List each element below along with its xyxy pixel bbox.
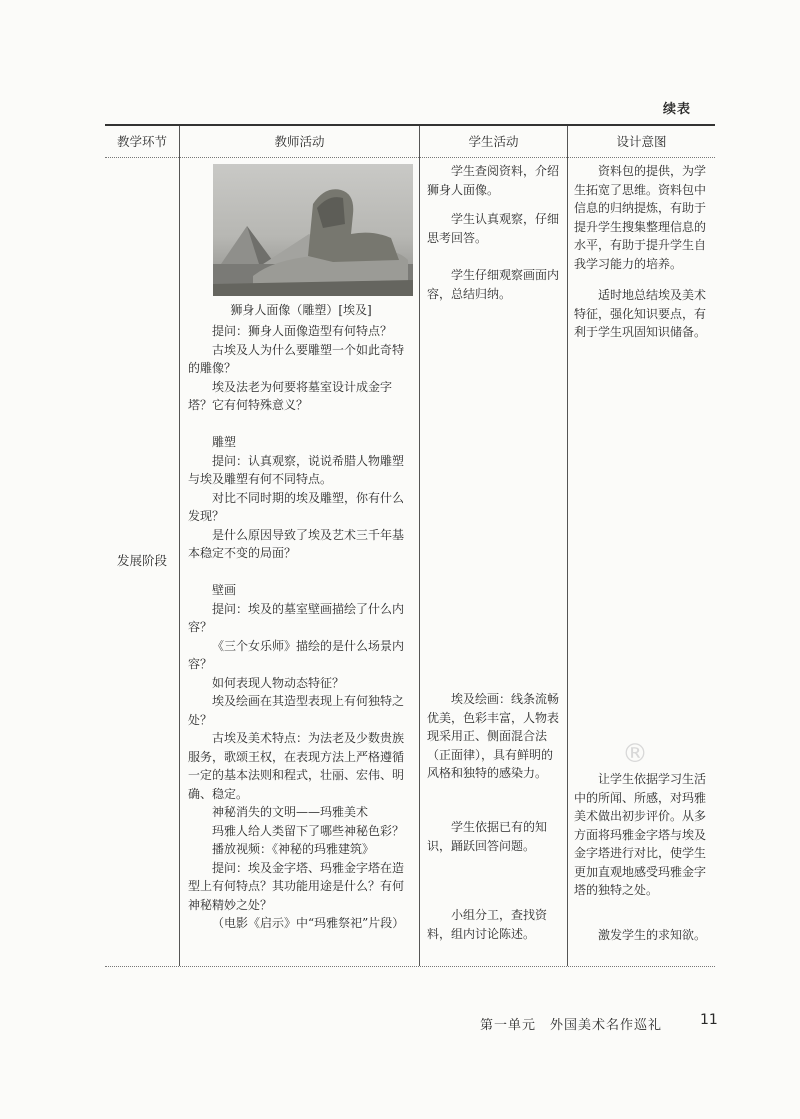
- design-paragraph: 资料包的提供，为学生拓宽了思维。资料包中信息的归纳提炼，有助于提升学生搜集整理信息的水平，有助于提升学生自我学习能力的培养。: [574, 164, 707, 271]
- teacher-paragraph: 埃及法老为何要将墓室设计成金字塔？它有何特殊意义？: [188, 379, 393, 412]
- student-paragraph: 小组分工，查找资料，组内讨论陈述。: [427, 908, 548, 941]
- column-divider: [179, 126, 180, 966]
- design-paragraph: 适时地总结埃及美术特征，强化知识要点，有利于学生巩固知识储备。: [574, 288, 707, 339]
- header-divider: [105, 157, 715, 158]
- teacher-paragraph: 壁画: [212, 583, 237, 597]
- teacher-paragraph: 古埃及美术特点：为法老及少数贵族服务，歌颂王权，在表现方法上严格遵循一定的基本法则和程式，壮丽、宏伟、明确、稳定。: [188, 731, 405, 801]
- student-paragraph: 学生查阅资料，介绍狮身人面像。: [427, 164, 560, 197]
- teacher-paragraph: （电影《启示》中“玛雅祭祀”片段）: [212, 916, 405, 930]
- header-design: 设计意图: [616, 134, 667, 149]
- teacher-paragraph: 提问：认真观察，说说希腊人物雕塑与埃及雕塑有何不同特点。: [188, 453, 405, 486]
- teacher-paragraph: 《三个女乐师》描绘的是什么场景内容？: [188, 638, 405, 671]
- table-bottom-rule: [105, 966, 715, 967]
- column-divider: [419, 126, 420, 966]
- teacher-paragraph: 提问：狮身人面像造型有何特点？: [212, 324, 393, 338]
- teacher-paragraph: [188, 415, 414, 434]
- teacher-paragraph: 埃及绘画在其造型表现上有何独特之处？: [188, 694, 405, 727]
- header-stage: 教学环节: [116, 134, 167, 149]
- page-number: 11: [700, 1012, 718, 1028]
- design-paragraph: 激发学生的求知欲。: [598, 928, 707, 942]
- teacher-paragraph: [188, 563, 414, 582]
- teacher-paragraph: 是什么原因导致了埃及艺术三千年基本稳定不变的局面？: [188, 527, 405, 560]
- footer-unit-title: 第一单元 外国美术名作巡礼: [480, 1018, 663, 1033]
- teacher-paragraph: 播放视频：《神秘的玛雅建筑》: [212, 842, 375, 856]
- design-paragraph: 让学生依据学习生活中的所闻、所感，对玛雅美术做出初步评价。从多方面将玛雅金字塔与埃及金字塔进行对比，使学生更加直观地感受玛雅金字塔的独特之处。: [574, 772, 707, 897]
- continued-label: 续表: [663, 102, 692, 117]
- header-teacher: 教师活动: [274, 134, 325, 149]
- table-top-rule: [105, 124, 715, 126]
- student-paragraph: 学生仔细观察画面内容，总结归纳。: [427, 268, 560, 301]
- teacher-paragraph: 古埃及人为什么要雕塑一个如此奇特的雕像？: [188, 342, 405, 375]
- stage-cell: 发展阶段: [116, 553, 167, 568]
- student-paragraph: 学生依据已有的知识，踊跃回答问题。: [427, 820, 548, 853]
- student-paragraph: 埃及绘画：线条流畅优美，色彩丰富，人物表现采用正、侧面混合法（正面律），具有鲜明的风格和独特的感染力。: [427, 692, 560, 780]
- header-student: 学生活动: [468, 134, 519, 149]
- teacher-paragraph: 神秘消失的文明——玛雅美术: [212, 805, 369, 819]
- teacher-activity-column: [188, 322, 414, 933]
- registered-watermark: ®: [622, 739, 648, 769]
- sphinx-photo: [213, 164, 413, 296]
- teacher-paragraph: 提问：埃及金字塔、玛雅金字塔在造型上有何特点？其功能用途是什么？有何神秘精妙之处？: [188, 860, 405, 912]
- teacher-paragraph: 对比不同时期的埃及雕塑，你有什么发现？: [188, 490, 405, 523]
- teacher-paragraph: 提问：埃及的墓室壁画描绘了什么内容？: [188, 601, 405, 634]
- student-paragraph: 学生认真观察，仔细思考回答。: [427, 212, 560, 245]
- teacher-paragraph: 雕塑: [212, 435, 237, 449]
- photo-caption: 狮身人面像（雕塑）[埃及]: [230, 303, 372, 317]
- teacher-paragraph: 玛雅人给人类留下了哪些神秘色彩？: [212, 823, 405, 838]
- teacher-paragraph: 如何表现人物动态特征？: [212, 675, 345, 690]
- column-divider: [567, 126, 568, 966]
